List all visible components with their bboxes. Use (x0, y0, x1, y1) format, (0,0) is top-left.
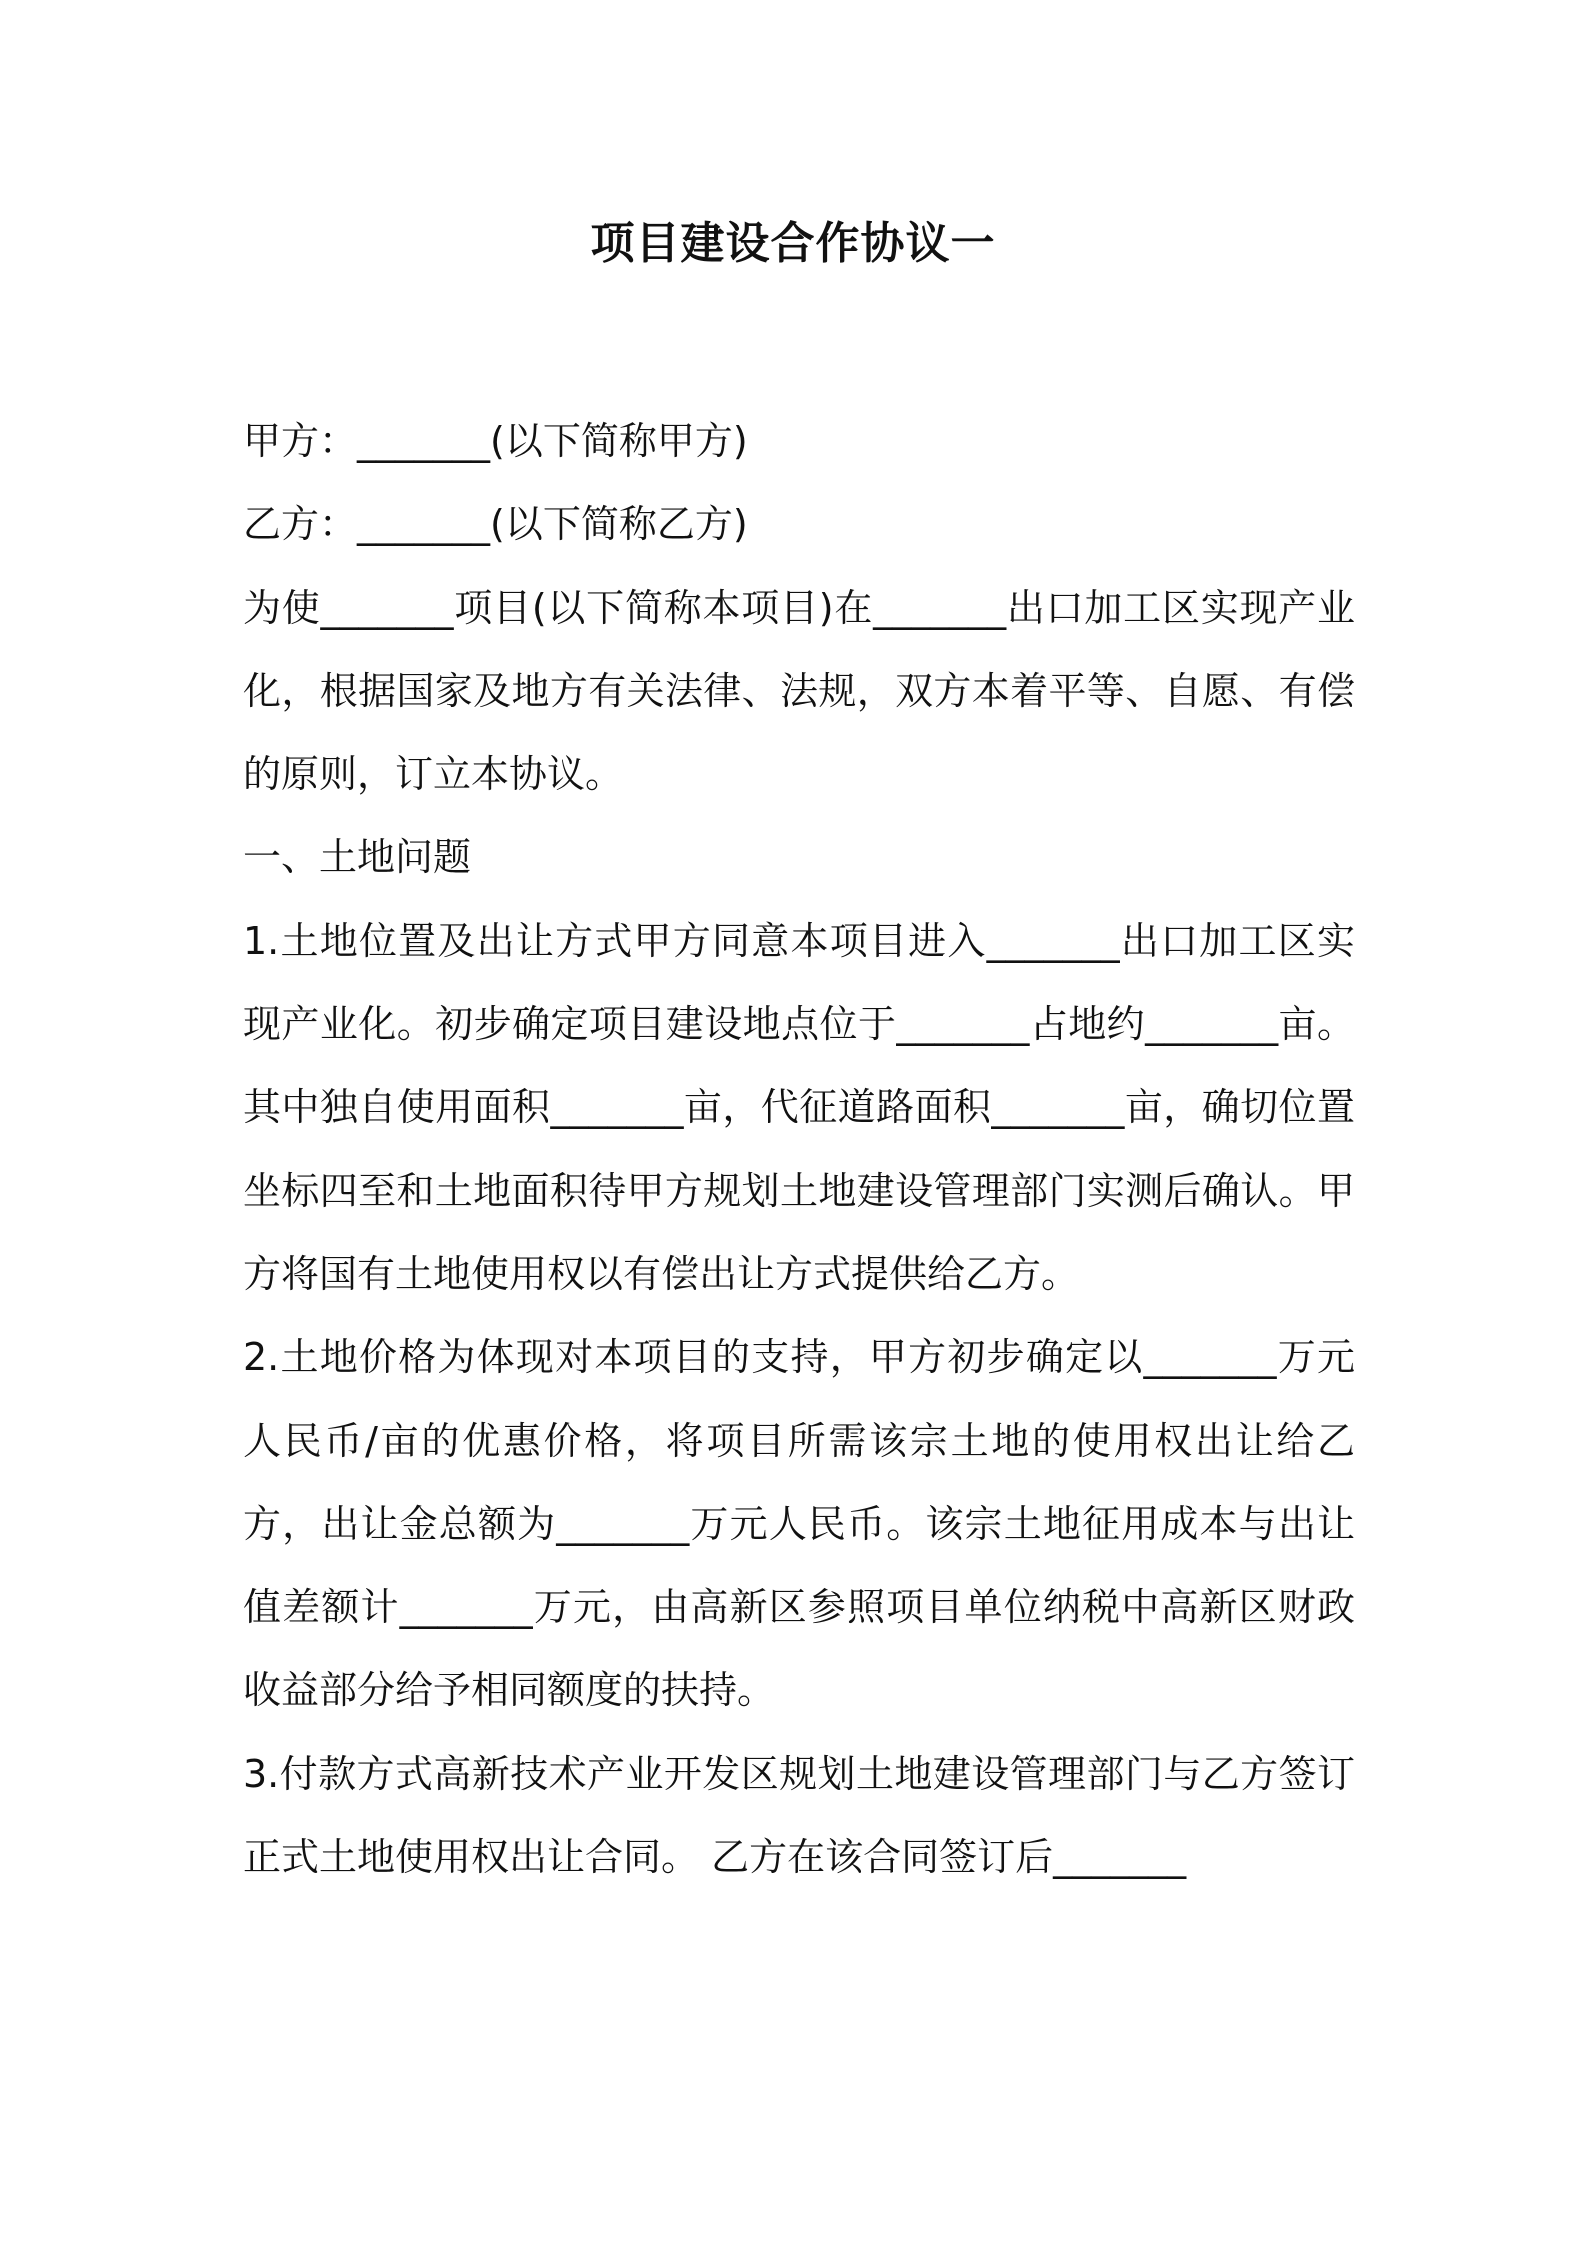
preamble-paragraph: 为使_______项目(以下简称本项目)在_______出口加工区实现产业化，根据国家及地方有关法律、法规，双方本着平等、自愿、有偿的原则，订立本协议。 (243, 585, 1355, 797)
document-title: 项目建设合作协议一 (590, 218, 996, 269)
section-heading-land: 一、土地问题 (243, 835, 472, 880)
party-b-line: 乙方：_______(以下简称乙方) (243, 502, 748, 547)
clause-3-payment: 3.付款方式高新技术产业开发区规划土地建设管理部门与乙方签订正式土地使用权出让合同。 乙方在该合同签订后_______ (243, 1751, 1355, 1880)
clause-1-land-location: 1.土地位置及出让方式甲方同意本项目进入_______出口加工区实现产业化。初步确定项目建设地点位于_______占地约_______亩。其中独自使用面积_______亩，代征道路面积_______亩，确切位置坐标四至和土地面积待甲方规划土地建设管理部门实测后确认。甲方将国有土地使用权以有偿出让方式提供给乙方。 (243, 918, 1355, 1296)
clause-2-land-price: 2.土地价格为体现对本项目的支持，甲方初步确定以_______万元人民币/亩的优惠价格，将项目所需该宗土地的使用权出让给乙方，出让金总额为_______万元人民币。该宗土地征用成本与出让值差额计_______万元，由高新区参照项目单位纳税中高新区财政收益部分给予相同额度的扶持。 (243, 1335, 1355, 1713)
party-a-line: 甲方：_______(以下简称甲方) (243, 419, 748, 463)
document-body (243, 400, 1355, 1899)
